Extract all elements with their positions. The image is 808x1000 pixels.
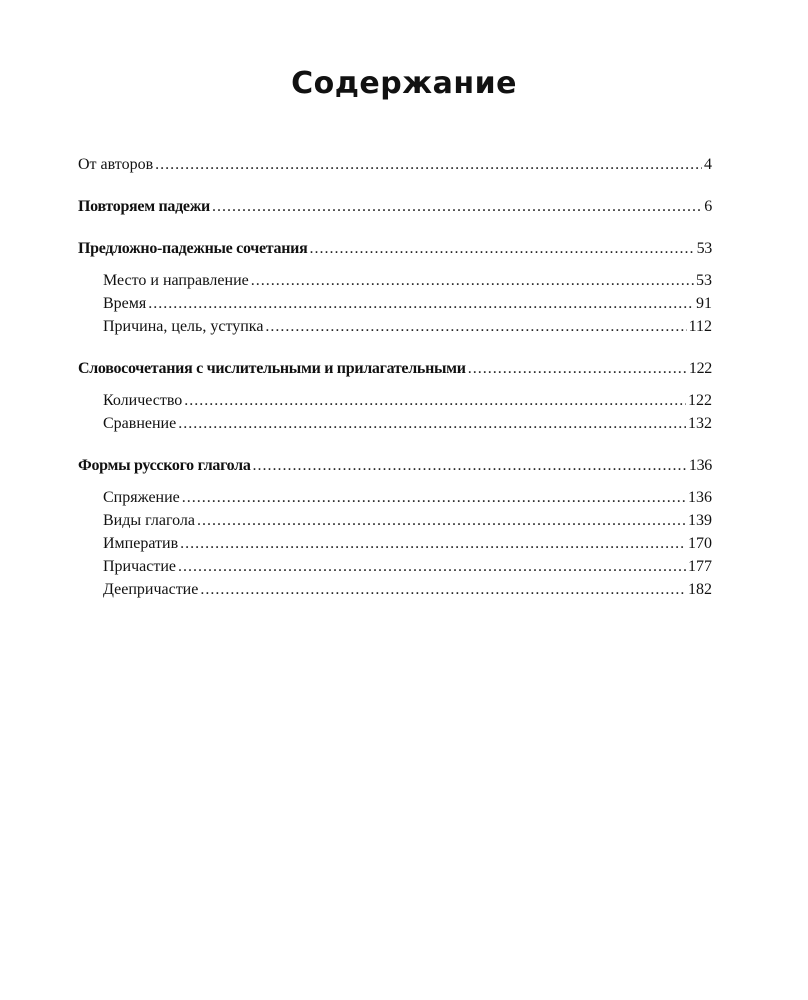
- toc-entry-page: 136: [688, 489, 712, 506]
- toc-entry-label: Предложно-падежные сочетания: [78, 240, 308, 257]
- toc-entry-label: От авторов: [78, 156, 154, 173]
- toc-entry-label: Деепричастие: [103, 581, 199, 598]
- dot-leader: [184, 389, 686, 412]
- toc-entry-label: Словосочетания с числительными и прилагательными: [78, 360, 466, 377]
- toc-section[interactable]: [78, 237, 712, 260]
- toc-subentry[interactable]: [78, 578, 712, 601]
- toc-subentry[interactable]: [78, 555, 712, 578]
- toc-entry-label: Формы русского глагола: [78, 457, 251, 474]
- toc-section[interactable]: [78, 357, 712, 380]
- toc-entry-page: 139: [688, 512, 712, 529]
- dot-leader: [309, 237, 694, 260]
- toc-subentry[interactable]: [78, 412, 712, 435]
- toc-entry-label: Причастие: [103, 558, 177, 575]
- toc-subentry[interactable]: [78, 389, 712, 412]
- toc-entry-label: Количество: [103, 392, 183, 409]
- dot-leader: [155, 153, 702, 176]
- toc-entry-page: 122: [688, 392, 712, 409]
- dot-leader: [468, 357, 687, 380]
- toc-entry-label: Место и направление: [103, 272, 249, 289]
- toc-subentry[interactable]: [78, 269, 712, 292]
- toc-entry-page: 136: [688, 457, 712, 474]
- dot-leader: [212, 195, 702, 218]
- toc-entry-page: 122: [688, 360, 712, 377]
- table-of-contents: [78, 153, 712, 601]
- dot-leader: [253, 454, 687, 477]
- toc-entry-page: 53: [696, 272, 712, 289]
- dot-leader: [178, 412, 686, 435]
- dot-leader: [265, 315, 686, 338]
- dot-leader: [200, 578, 686, 601]
- dot-leader: [178, 555, 686, 578]
- toc-entry-page: 177: [688, 558, 712, 575]
- toc-subentry[interactable]: [78, 509, 712, 532]
- toc-entry-page: 182: [688, 581, 712, 598]
- toc-entry-page: 6: [704, 198, 712, 215]
- toc-subentry[interactable]: [78, 532, 712, 555]
- toc-subentry[interactable]: [78, 315, 712, 338]
- toc-entry-page: 53: [696, 240, 712, 257]
- toc-entry-label: Виды глагола: [103, 512, 195, 529]
- toc-entry-page: 132: [688, 415, 712, 432]
- dot-leader: [180, 532, 686, 555]
- toc-entry-label: Спряжение: [103, 489, 180, 506]
- page-title: Содержание: [291, 66, 517, 101]
- toc-subentry[interactable]: [78, 486, 712, 509]
- toc-entry-label: Императив: [103, 535, 179, 552]
- toc-entry-label: Время: [103, 295, 147, 312]
- dot-leader: [251, 269, 694, 292]
- dot-leader: [182, 486, 686, 509]
- toc-entry-page: 91: [696, 295, 712, 312]
- toc-entry-page: 4: [704, 156, 712, 173]
- toc-entry-label: Повторяем падежи: [78, 198, 210, 215]
- toc-section[interactable]: [78, 195, 712, 218]
- toc-section[interactable]: [78, 454, 712, 477]
- toc-subentry[interactable]: [78, 292, 712, 315]
- toc-entry-label: Причина, цель, уступка: [103, 318, 264, 335]
- toc-entry-page: 170: [688, 535, 712, 552]
- dot-leader: [197, 509, 686, 532]
- toc-entry[interactable]: [78, 153, 712, 176]
- dot-leader: [148, 292, 694, 315]
- toc-entry-label: Сравнение: [103, 415, 177, 432]
- toc-entry-page: 112: [688, 318, 712, 335]
